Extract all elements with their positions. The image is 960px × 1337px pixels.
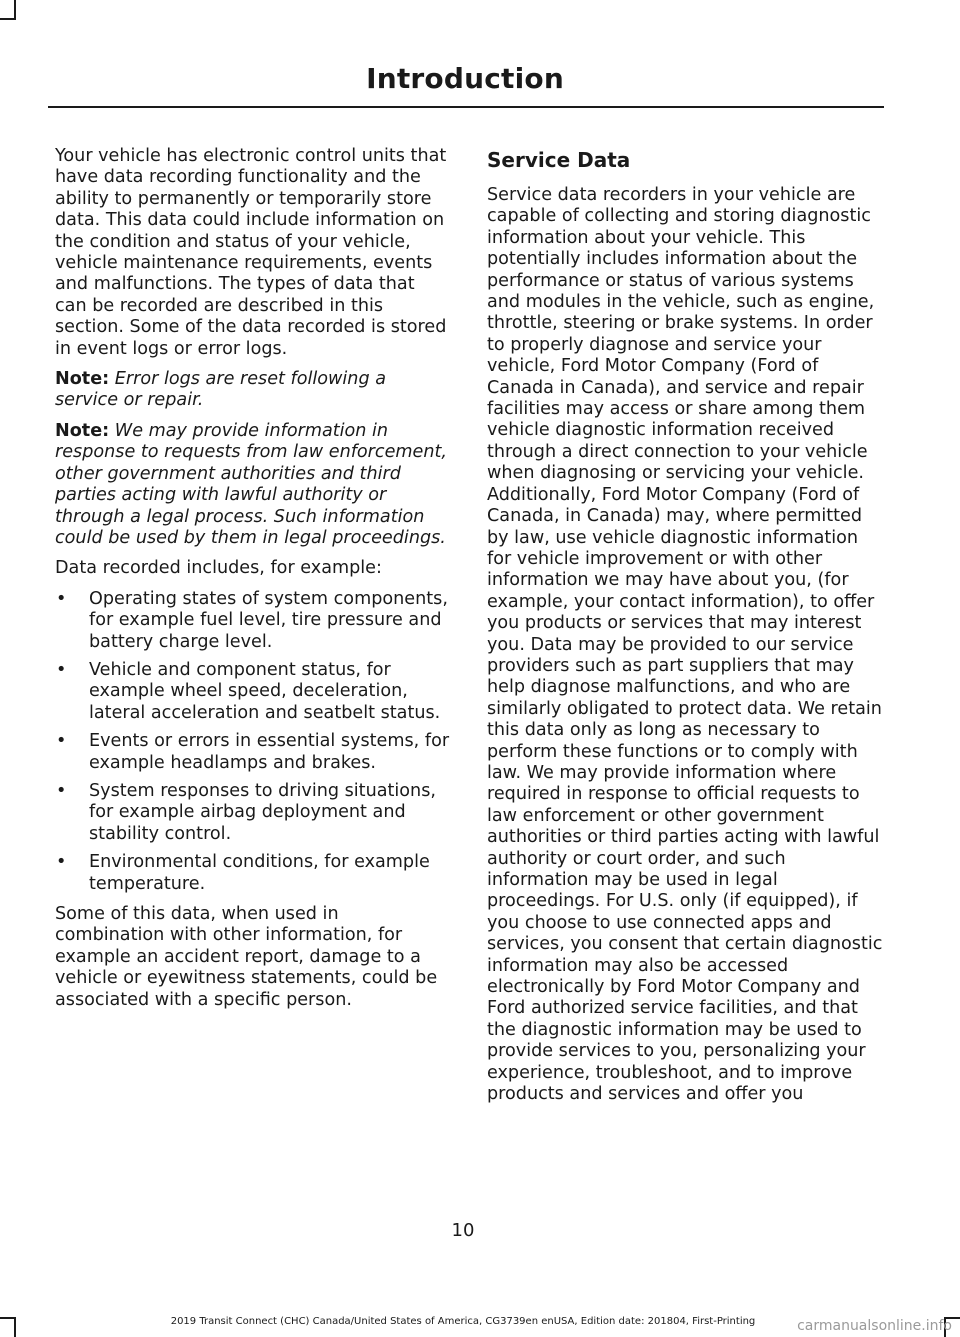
bullet-icon: • xyxy=(56,731,67,752)
list-item xyxy=(55,731,451,774)
left-column xyxy=(55,146,451,1020)
bullet-icon: • xyxy=(56,852,67,873)
page-number: 10 xyxy=(451,1220,475,1241)
list-item xyxy=(55,781,451,845)
data-recorded-list xyxy=(55,589,451,895)
list-intro: Data recorded includes, for example: xyxy=(55,558,382,579)
intro-paragraph: Your vehicle has electronic control units that have data recording functionality and the ability to permanently or temporarily store data. This data could include information on the condition and status of your vehicle, vehicle maintenance requirements, events and malfunctions. The types of data that can be recorded are described in this section. Some of the data recorded is stored in event logs or error logs. xyxy=(55,146,447,359)
list-item xyxy=(55,660,451,724)
note-text: We may provide information in response to requests from law enforcement, other government authorities and third parties acting with lawful authority or through a legal process. Such information could be used by them in legal proceedings. xyxy=(55,420,448,548)
list-item-text: Operating states of system components, for example fuel level, tire pressure and battery charge level. xyxy=(89,588,448,652)
crop-mark-top-left xyxy=(14,0,16,20)
list-item-text: Vehicle and component status, for example wheel speed, deceleration, lateral acceleration and seatbelt status. xyxy=(89,659,441,723)
note-label: Note: xyxy=(55,369,110,390)
list-item-text: Environmental conditions, for example temperature. xyxy=(89,852,430,894)
note-text: Error logs are reset following a service or repair. xyxy=(55,369,386,411)
closing-paragraph: Some of this data, when used in combination with other information, for example an accident report, damage to a vehicle or eyewitness statements, could be associated with a specific person. xyxy=(55,904,438,1010)
edition-footer: 2019 Transit Connect (CHC) Canada/United States of America, CG3739en enUSA, Edition date: 201804, First-Printing xyxy=(170,1316,756,1327)
bullet-icon: • xyxy=(56,780,67,801)
page-header xyxy=(48,58,884,108)
crop-mark-top-left xyxy=(0,18,16,20)
watermark: carmanualsonline.info xyxy=(797,1318,952,1334)
service-data-paragraph: Service data recorders in your vehicle are capable of collecting and storing diagnostic information about your vehicle. This potentially includes information about the performance or status of various systems and modules in the vehicle, such as engine, throttle, steering or brake systems. In order to properly diagnose and service your vehicle, Ford Motor Company (Ford of Canada in Canada), and service and repair facilities may access or share among them vehicle diagnostic information received through a direct connection to your vehicle when diagnosing or servicing your vehicle. Additionally, Ford Motor Company (Ford of Canada, in Canada) may, where permitted by law, use vehicle diagnostic information for vehicle improvement or with other information we may have about you, (for example, your contact information), to offer you products or services that may interest you. Data may be provided to our service providers such as part suppliers that may help diagnose malfunctions, and who are similarly obligated to protect data. We retain this data only as long as necessary to perform these functions or to comply with law. We may provide information where required in response to official requests to law enforcement or other government authorities or third parties acting with lawful authority or court order, and such information may be used in legal proceedings. For U.S. only (if equipped), if you choose to use connected apps and services, you consent that certain diagnostic information may also be accessed electronically by Ford Motor Company and Ford authorized service facilities, and that the diagnostic information may be used to provide services to you, personalizing your experience, troubleshoot, and to improve products and services and offer you xyxy=(487,185,883,1105)
page-title: Introduction xyxy=(366,62,564,95)
note-label: Note: xyxy=(55,420,110,441)
note-law-enforcement xyxy=(55,421,451,549)
right-column xyxy=(487,146,883,1114)
note-error-logs xyxy=(55,369,451,412)
bullet-icon: • xyxy=(56,659,67,680)
list-item-text: System responses to driving situations, for example airbag deployment and stability control. xyxy=(89,780,436,844)
section-heading-service-data: Service Data xyxy=(487,148,631,172)
list-item xyxy=(55,589,451,653)
list-item-text: Events or errors in essential systems, for example headlamps and brakes. xyxy=(89,731,450,773)
list-item xyxy=(55,852,451,895)
bullet-icon: • xyxy=(56,588,67,609)
